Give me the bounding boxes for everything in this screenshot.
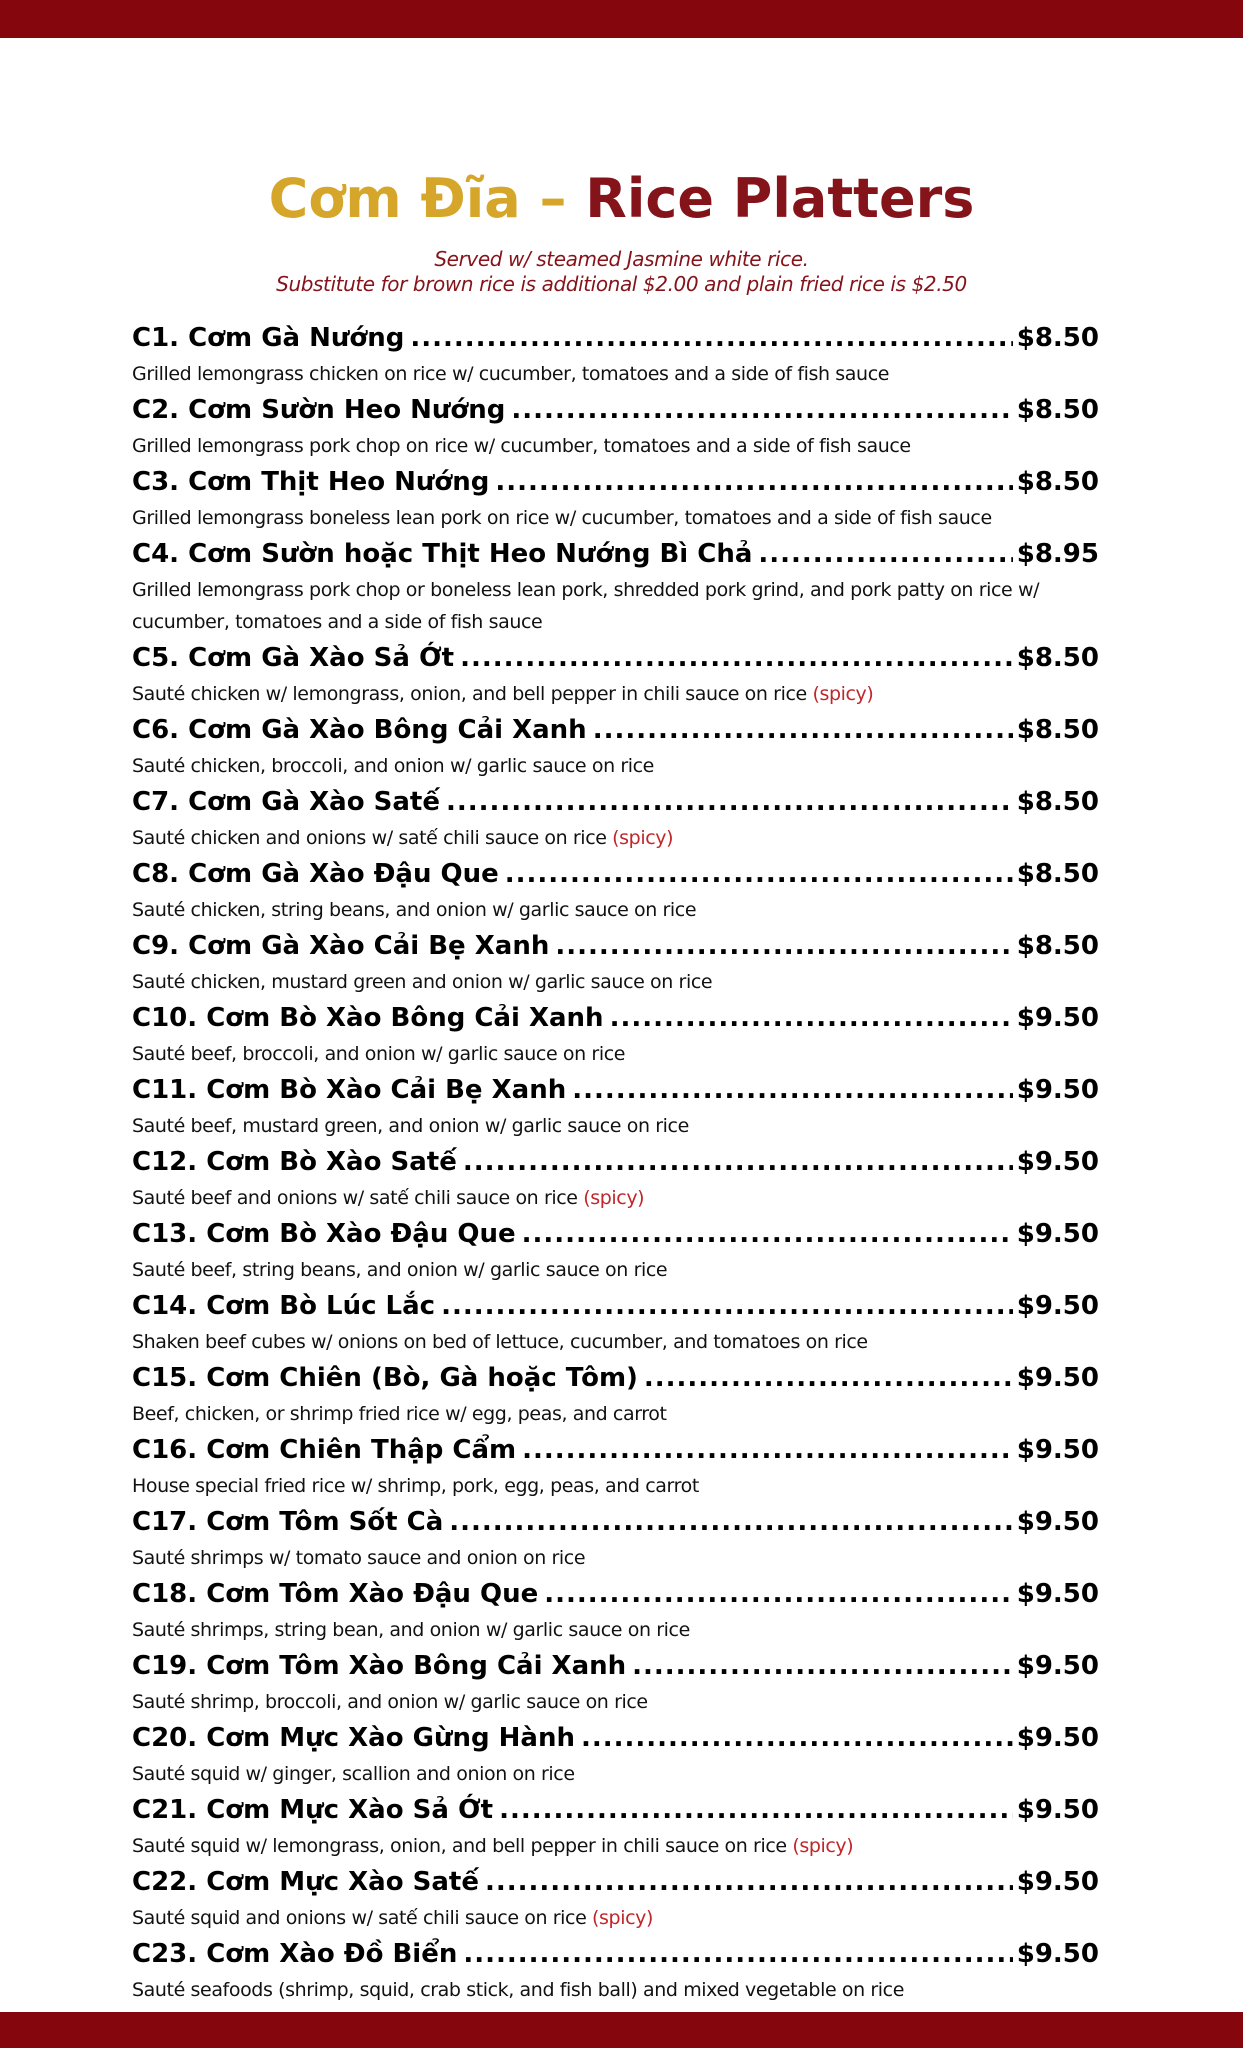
subtitle-line-2: Substitute for brown rice is additional $2.00 and plain fried rice is $2.50 xyxy=(276,272,967,296)
menu-item-header xyxy=(132,1934,1099,1974)
menu-item-name: C5. Cơm Gà Xào Sả Ớt xyxy=(132,643,455,673)
dot-leader xyxy=(446,782,1013,822)
menu-item-description-text: Sauté beef, string beans, and onion w/ garlic sauce on rice xyxy=(132,1259,668,1281)
menu-item-price: $8.50 xyxy=(1016,931,1099,961)
menu-item-price: $9.50 xyxy=(1016,1219,1099,1249)
dot-leader xyxy=(610,998,1013,1038)
menu-item-price: $9.50 xyxy=(1016,1507,1099,1537)
menu-item xyxy=(132,1646,1099,1718)
menu-item-name: C21. Cơm Mực Xào Sả Ớt xyxy=(132,1795,494,1825)
dot-leader xyxy=(522,1430,1013,1470)
menu-item-price: $9.50 xyxy=(1016,1363,1099,1393)
menu-item-description xyxy=(132,1542,1099,1574)
menu-item xyxy=(132,1718,1099,1790)
menu-item-header xyxy=(132,1646,1099,1686)
menu-item-description-text: Sauté chicken and onions w/ satế chili sauce on rice xyxy=(132,827,607,849)
menu-item-name: C13. Cơm Bò Xào Đậu Que xyxy=(132,1219,516,1249)
menu-item-name: C11. Cơm Bò Xào Cải Bẹ Xanh xyxy=(132,1075,567,1105)
menu-item-price: $9.50 xyxy=(1016,1723,1099,1753)
dot-leader xyxy=(505,854,1013,894)
menu-item-price: $8.50 xyxy=(1016,787,1099,817)
menu-item-header xyxy=(132,1214,1099,1254)
menu-item-name: C17. Cơm Tôm Sốt Cà xyxy=(132,1507,444,1537)
menu-item-description-text: Grilled lemongrass pork chop on rice w/ cucumber, tomatoes and a side of fish sauce xyxy=(132,435,911,457)
menu-item-description xyxy=(132,894,1099,926)
menu-item-name: C22. Cơm Mực Xào Satế xyxy=(132,1867,479,1897)
menu-item xyxy=(132,1214,1099,1286)
menu-item xyxy=(132,1286,1099,1358)
menu-item-description xyxy=(132,750,1099,782)
menu-item-header xyxy=(132,1430,1099,1470)
menu-item-description-text: Sauté squid w/ ginger, scallion and onion on rice xyxy=(132,1763,575,1785)
dot-leader xyxy=(555,926,1012,966)
menu-item-header xyxy=(132,710,1099,750)
spicy-label: (spicy) xyxy=(583,1187,645,1209)
dot-leader xyxy=(485,1862,1013,1902)
menu-item-name: C4. Cơm Sườn hoặc Thịt Heo Nướng Bì Chả xyxy=(132,539,753,569)
menu-item-price: $8.50 xyxy=(1016,859,1099,889)
menu-item xyxy=(132,710,1099,782)
menu-item xyxy=(132,534,1099,638)
menu-item xyxy=(132,1070,1099,1142)
dot-leader xyxy=(758,534,1012,574)
menu-item-name: C2. Cơm Sườn Heo Nướng xyxy=(132,395,506,425)
menu-item-price: $9.50 xyxy=(1016,1075,1099,1105)
menu-item-description-text: Sauté chicken, mustard green and onion w/ garlic sauce on rice xyxy=(132,971,713,993)
dot-leader xyxy=(593,710,1013,750)
menu-item-description-text: Sauté squid and onions w/ satế chili sauce on rice xyxy=(132,1907,587,1929)
menu-item xyxy=(132,1574,1099,1646)
menu-item-price: $9.50 xyxy=(1016,1435,1099,1465)
menu-item-description xyxy=(132,1182,1099,1214)
menu-item-description xyxy=(132,1254,1099,1286)
menu-item-description xyxy=(132,1902,1099,1934)
menu-item-name: C12. Cơm Bò Xào Satế xyxy=(132,1147,457,1177)
title-english: Rice Platters xyxy=(585,167,975,230)
menu-item xyxy=(132,926,1099,998)
menu-item-header xyxy=(132,462,1099,502)
menu-item-description-text: Shaken beef cubes w/ onions on bed of lettuce, cucumber, and tomatoes on rice xyxy=(132,1331,868,1353)
menu-item-header xyxy=(132,1142,1099,1182)
spicy-label: (spicy) xyxy=(592,1907,654,1929)
menu-item-header xyxy=(132,1358,1099,1398)
menu-item-description-text: Sauté beef and onions w/ satế chili sauce on rice xyxy=(132,1187,578,1209)
menu-item-description-text: Sauté chicken, string beans, and onion w/ garlic sauce on rice xyxy=(132,899,697,921)
menu-item-description xyxy=(132,1398,1099,1430)
bottom-banner-bar xyxy=(0,2012,1243,2048)
dot-leader xyxy=(522,1214,1013,1254)
menu-item-header xyxy=(132,1070,1099,1110)
menu-item-description xyxy=(132,1614,1099,1646)
dot-leader xyxy=(449,1502,1012,1542)
menu-item-header xyxy=(132,390,1099,430)
menu-item-name: C10. Cơm Bò Xào Bông Cải Xanh xyxy=(132,1003,604,1033)
menu-item-price: $8.50 xyxy=(1016,715,1099,745)
dot-leader xyxy=(572,1070,1013,1110)
menu-item-header xyxy=(132,854,1099,894)
menu-item xyxy=(132,1358,1099,1430)
menu-item-description-text: Sauté chicken w/ lemongrass, onion, and bell pepper in chili sauce on rice xyxy=(132,683,807,705)
menu-item-header xyxy=(132,1502,1099,1542)
menu-item-price: $8.50 xyxy=(1016,395,1099,425)
dot-leader xyxy=(499,1790,1013,1830)
menu-item-description-text: Sauté shrimp, broccoli, and onion w/ garlic sauce on rice xyxy=(132,1691,648,1713)
menu-item-header xyxy=(132,1286,1099,1326)
menu-item-description xyxy=(132,1110,1099,1142)
menu-item-header xyxy=(132,782,1099,822)
menu-item-description-text: Sauté chicken, broccoli, and onion w/ garlic sauce on rice xyxy=(132,755,654,777)
menu-item-name: C1. Cơm Gà Nướng xyxy=(132,323,405,353)
menu-item xyxy=(132,1502,1099,1574)
menu-item-price: $8.50 xyxy=(1016,643,1099,673)
top-banner-bar xyxy=(0,0,1243,38)
menu-item-description-text: Sauté shrimps w/ tomato sauce and onion on rice xyxy=(132,1547,586,1569)
menu-item-price: $8.95 xyxy=(1016,539,1099,569)
menu-item-description xyxy=(132,430,1099,462)
menu-item-header xyxy=(132,1718,1099,1758)
menu-item-description-text: Sauté beef, broccoli, and onion w/ garlic sauce on rice xyxy=(132,1043,626,1065)
dot-leader xyxy=(581,1718,1013,1758)
menu-item-description xyxy=(132,1326,1099,1358)
title-vietnamese: Cơm Đĩa – xyxy=(268,167,567,230)
subtitle-line-1: Served w/ steamed Jasmine white rice. xyxy=(434,247,809,271)
spicy-label: (spicy) xyxy=(612,827,674,849)
menu-item-name: C3. Cơm Thịt Heo Nướng xyxy=(132,467,490,497)
dot-leader xyxy=(495,462,1012,502)
menu-item-name: C7. Cơm Gà Xào Satế xyxy=(132,787,440,817)
menu-item-name: C18. Cơm Tôm Xào Đậu Que xyxy=(132,1579,539,1609)
dot-leader xyxy=(460,638,1013,678)
menu-item-description-text: Grilled lemongrass pork chop or boneless lean pork, shredded pork grind, and pork patty on rice w/ cucumber, tomatoes and a side of fish sauce xyxy=(132,579,1040,633)
menu-item xyxy=(132,1142,1099,1214)
menu-item-name: C14. Cơm Bò Lúc Lắc xyxy=(132,1291,436,1321)
spicy-label: (spicy) xyxy=(792,1835,854,1857)
menu-item-description xyxy=(132,1974,1099,2006)
menu-item-price: $9.50 xyxy=(1016,1651,1099,1681)
dot-leader xyxy=(463,1934,1012,1974)
menu-item-header xyxy=(132,1790,1099,1830)
dot-leader xyxy=(441,1286,1013,1326)
menu-item-price: $9.50 xyxy=(1016,1291,1099,1321)
menu-item xyxy=(132,1934,1099,2006)
menu-item-price: $9.50 xyxy=(1016,1795,1099,1825)
menu-item-name: C6. Cơm Gà Xào Bông Cải Xanh xyxy=(132,715,587,745)
menu-item-description-text: Beef, chicken, or shrimp fried rice w/ egg, peas, and carrot xyxy=(132,1403,667,1425)
menu-item-price: $9.50 xyxy=(1016,1003,1099,1033)
menu-item-name: C19. Cơm Tôm Xào Bông Cải Xanh xyxy=(132,1651,627,1681)
menu-item-description xyxy=(132,678,1099,710)
menu-item-header xyxy=(132,1574,1099,1614)
menu-item-description xyxy=(132,358,1099,390)
menu-item-description xyxy=(132,1686,1099,1718)
menu-item-header xyxy=(132,1862,1099,1902)
menu-item xyxy=(132,638,1099,710)
menu-item-price: $8.50 xyxy=(1016,467,1099,497)
menu-item-description-text: Grilled lemongrass chicken on rice w/ cucumber, tomatoes and a side of fish sauce xyxy=(132,363,890,385)
menu-item-name: C16. Cơm Chiên Thập Cẩm xyxy=(132,1435,517,1465)
menu-item-name: C9. Cơm Gà Xào Cải Bẹ Xanh xyxy=(132,931,550,961)
menu-item-description-text: Sauté squid w/ lemongrass, onion, and bell pepper in chili sauce on rice xyxy=(132,1835,787,1857)
menu-item-description-text: Sauté beef, mustard green, and onion w/ garlic sauce on rice xyxy=(132,1115,689,1137)
menu-item-name: C15. Cơm Chiên (Bò, Gà hoặc Tôm) xyxy=(132,1363,638,1393)
page-title xyxy=(0,166,1243,232)
dot-leader xyxy=(410,318,1012,358)
dot-leader xyxy=(644,1358,1013,1398)
menu-item-price: $8.50 xyxy=(1016,323,1099,353)
menu-item-header xyxy=(132,318,1099,358)
menu-list xyxy=(132,318,1099,2006)
menu-item-description xyxy=(132,574,1099,638)
menu-item-description xyxy=(132,1470,1099,1502)
menu-item xyxy=(132,1790,1099,1862)
dot-leader xyxy=(544,1574,1013,1614)
menu-item xyxy=(132,782,1099,854)
menu-item-description xyxy=(132,966,1099,998)
menu-item-name: C23. Cơm Xào Đồ Biển xyxy=(132,1939,458,1969)
menu-item-price: $9.50 xyxy=(1016,1867,1099,1897)
menu-item-description-text: Grilled lemongrass boneless lean pork on rice w/ cucumber, tomatoes and a side of fish sauce xyxy=(132,507,992,529)
menu-item-name: C20. Cơm Mực Xào Gừng Hành xyxy=(132,1723,575,1753)
menu-item-price: $9.50 xyxy=(1016,1579,1099,1609)
menu-item-header xyxy=(132,534,1099,574)
menu-item xyxy=(132,390,1099,462)
menu-item xyxy=(132,1862,1099,1934)
menu-item xyxy=(132,318,1099,390)
menu-item xyxy=(132,854,1099,926)
menu-item-description-text: House special fried rice w/ shrimp, pork, egg, peas, and carrot xyxy=(132,1475,699,1497)
menu-item-description xyxy=(132,1830,1099,1862)
menu-item-price: $9.50 xyxy=(1016,1147,1099,1177)
menu-item-name: C8. Cơm Gà Xào Đậu Que xyxy=(132,859,499,889)
menu-item-header xyxy=(132,998,1099,1038)
dot-leader xyxy=(463,1142,1013,1182)
menu-item xyxy=(132,998,1099,1070)
menu-item-description xyxy=(132,1038,1099,1070)
menu-item-header xyxy=(132,638,1099,678)
dot-leader xyxy=(632,1646,1013,1686)
menu-item-price: $9.50 xyxy=(1016,1939,1099,1969)
menu-item-description-text: Sauté shrimps, string bean, and onion w/ garlic sauce on rice xyxy=(132,1619,690,1641)
spicy-label: (spicy) xyxy=(812,683,874,705)
menu-item-header xyxy=(132,926,1099,966)
menu-item xyxy=(132,462,1099,534)
menu-item-description xyxy=(132,1758,1099,1790)
menu-item xyxy=(132,1430,1099,1502)
menu-item-description-text: Sauté seafoods (shrimp, squid, crab stick, and fish ball) and mixed vegetable on rice xyxy=(132,1979,905,2001)
dot-leader xyxy=(511,390,1012,430)
menu-item-description xyxy=(132,822,1099,854)
menu-item-description xyxy=(132,502,1099,534)
